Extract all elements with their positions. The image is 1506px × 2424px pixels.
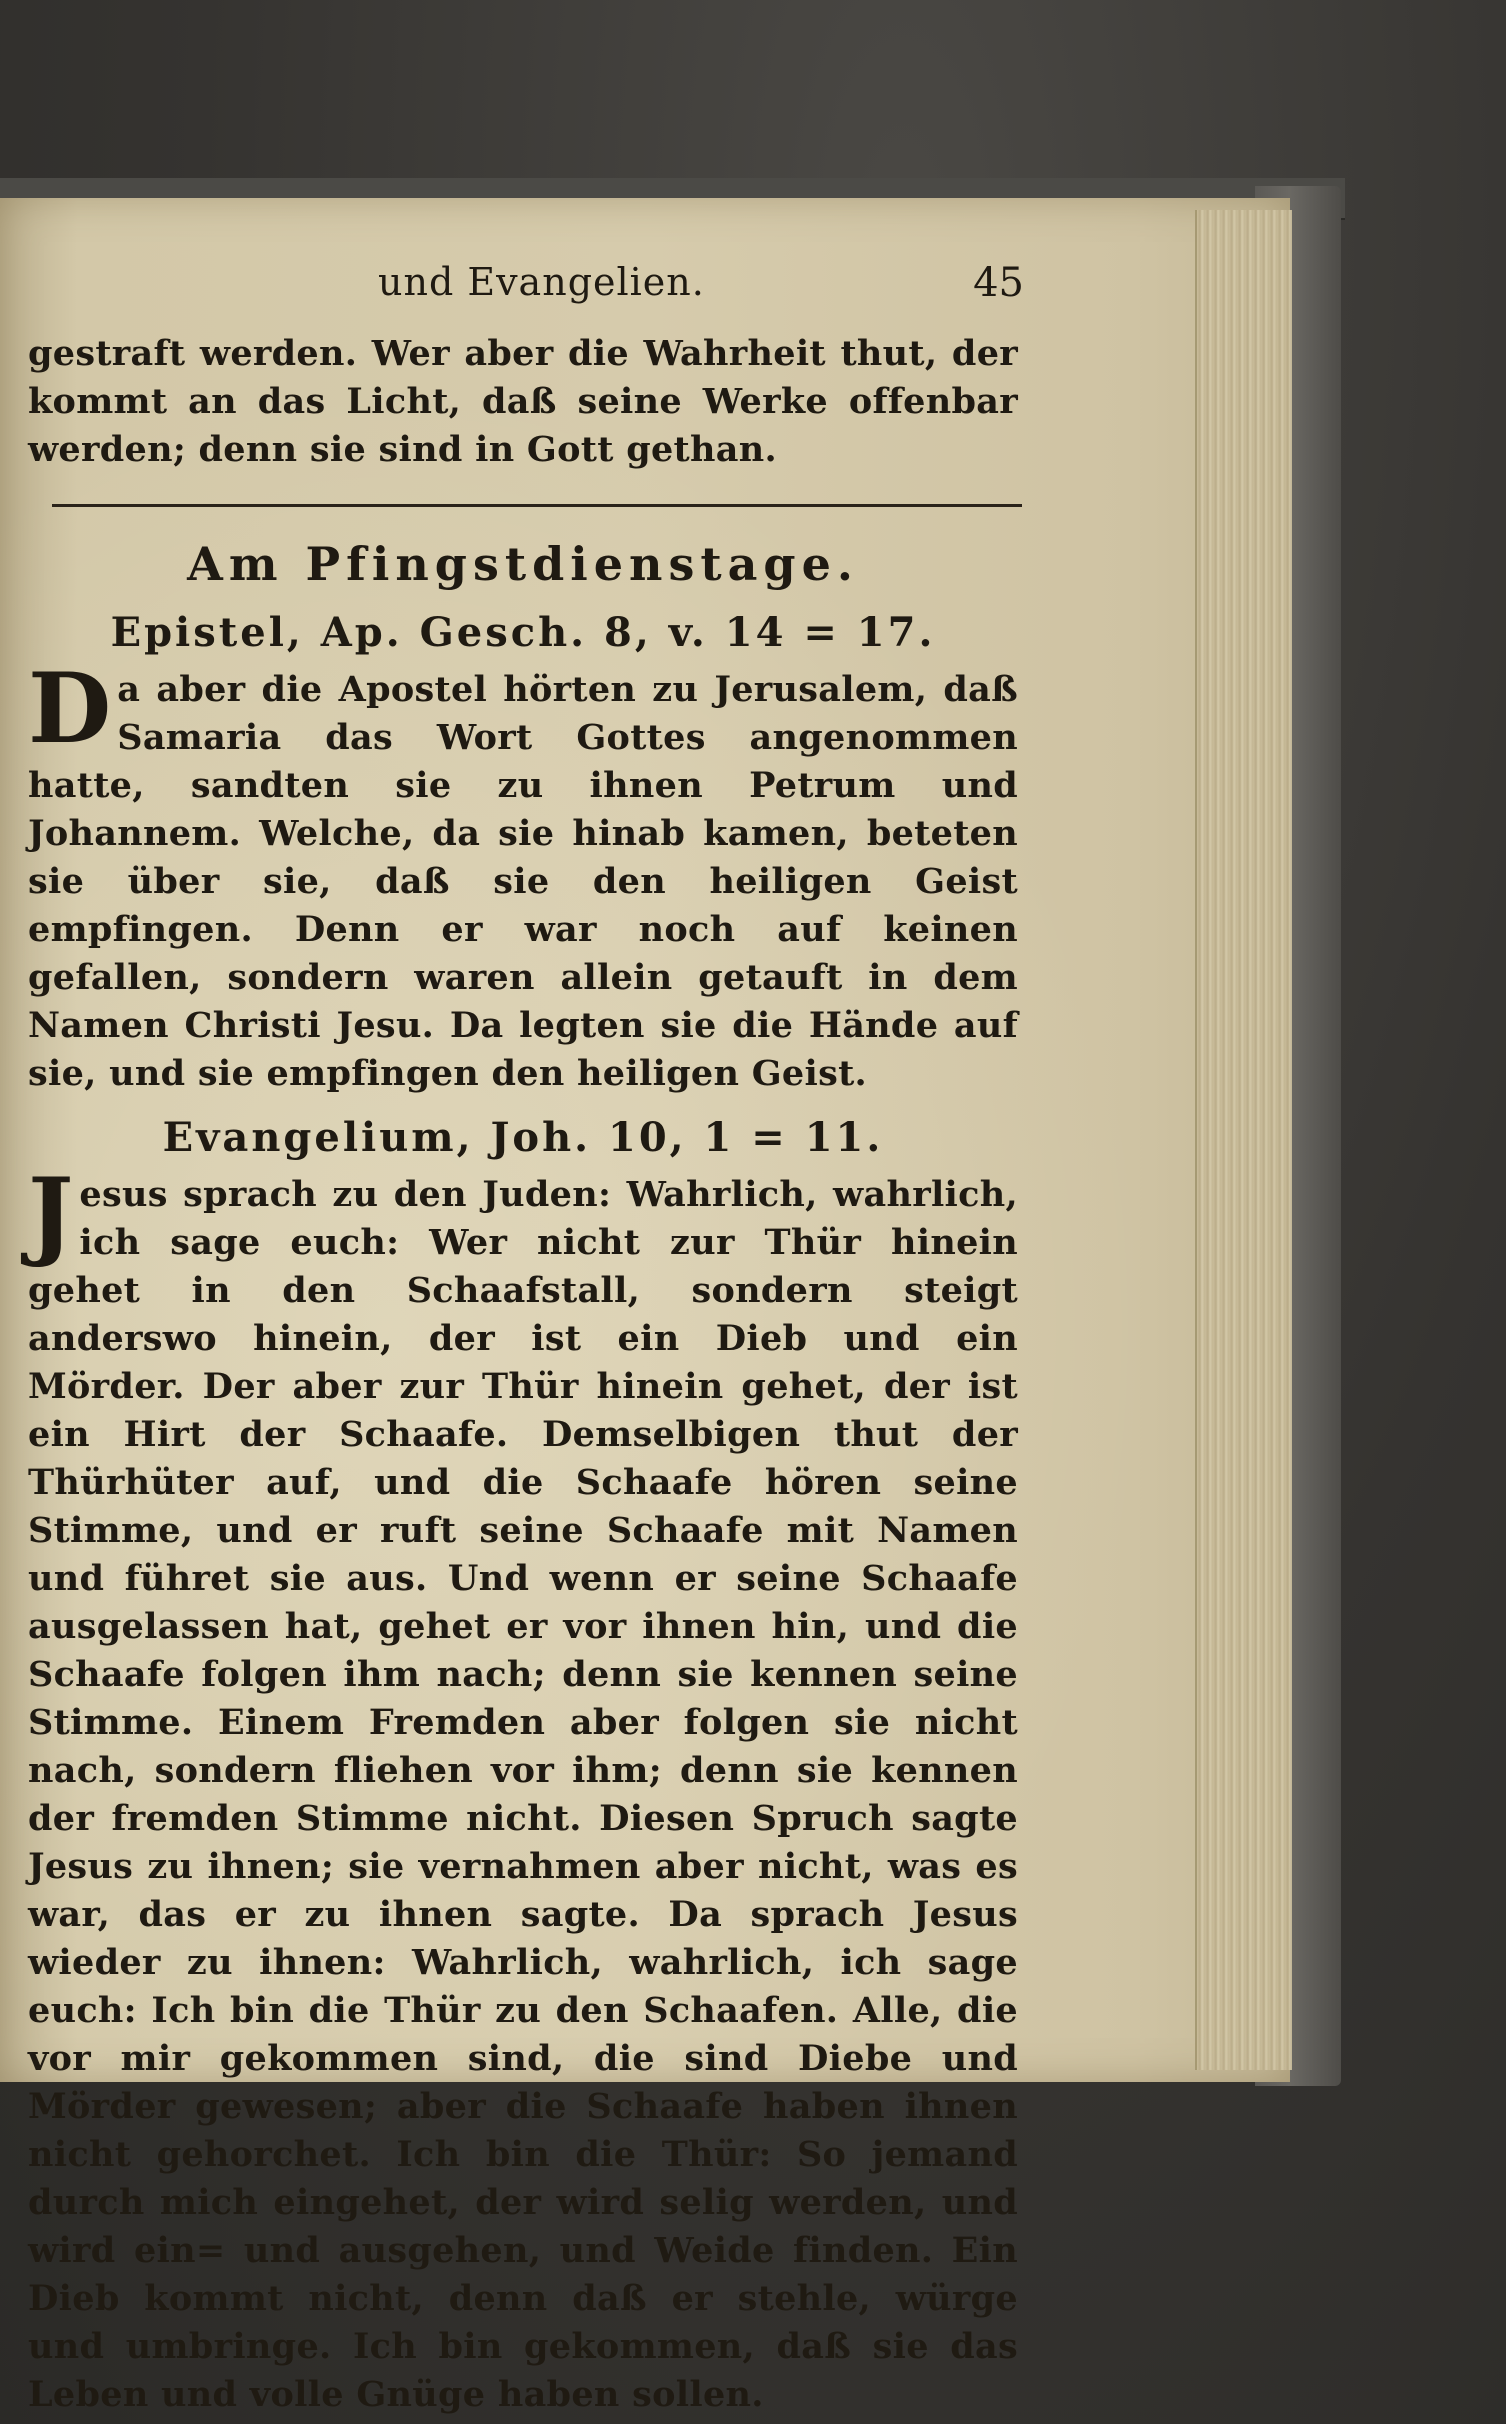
gospel-text: esus sprach zu den Juden: Wahrlich, wahrlich, ich sage euch: Wer nicht zur Thür hinein gehet in den Schaafstall, sondern steigt anderswo hinein, der ist ein Dieb und ein Mörder. Der aber zur Thür hinein gehet, der ist ein Hirt der Schaafe. Demselbigen thut der Thürhüter auf, und die Schaafe hören seine Stimme, und er ruft seine Schaafe mit Namen und führet sie aus. Und wenn er seine Schaafe ausgelassen hat, gehet er vor ihnen hin, und die Schaafe folgen ihm nach; denn sie kennen seine Stimme. Einem Fremden aber folgen sie nicht nach, sondern fliehen vor ihm; denn sie kennen der fremden Stimme nicht. Diesen Spruch sagte Jesus zu ihnen; sie vernahmen aber nicht, was es war, das er zu ihnen sagte. Da sprach Jesus wieder zu ihnen: Wahrlich, wahrlich, ich sage euch: Ich bin die Thür zu den Schaafen. Alle, die vor mir gekommen sind, die sind Diebe und Mörder gewesen; aber die Schaafe haben ihnen nicht gehorchet. Ich bin die Thür: So jemand durch mich eingehet, der wird selig werden, und wird ein= und ausgehen, und Weide finden. Ein Dieb kommt nicht, denn daß er stehle, würge und umbringe. Ich bin gekommen, daß sie das Leben und volle Gnüge haben sollen.: [28, 1174, 1018, 2415]
page-edges: [1195, 210, 1292, 2070]
gospel-heading: Evangelium, Joh. 10, 1 = 11.: [162, 1114, 884, 1161]
page-number: 45: [973, 260, 1024, 306]
gospel-block: [28, 1157, 1018, 2419]
epistle-text: a aber die Apostel hörten zu Jerusalem, daß Samaria das Wort Gottes angenommen hatte, sandten sie zu ihnen Petrum und Johannem. Welche, da sie hinab kamen, beteten sie über sie, daß sie den heiligen Geist empfingen. Denn er war noch auf keinen gefallen, sondern waren allein getauft in dem Namen Christi Jesu. Da legten sie die Hände auf sie, und sie empfingen den heiligen Geist.: [28, 669, 1018, 1094]
section-divider: [52, 504, 1022, 507]
running-head: und Evangelien.: [378, 260, 705, 304]
gospel-drop-cap: J: [28, 1157, 74, 1270]
opening-paragraph: gestraft werden. Wer aber die Wahrheit thut, der kommt an das Licht, daß seine Werke offenbar werden; denn sie sind in Gott gethan.: [28, 333, 1018, 470]
epistle-heading: Epistel, Ap. Gesch. 8, v. 14 = 17.: [110, 609, 936, 656]
epistle-drop-cap: D: [28, 652, 112, 765]
epistle-block: [28, 652, 1018, 1098]
page-header: [28, 260, 1024, 330]
page-content: [28, 260, 1024, 2419]
section-title: Am Pfingstdienstage.: [187, 537, 859, 591]
